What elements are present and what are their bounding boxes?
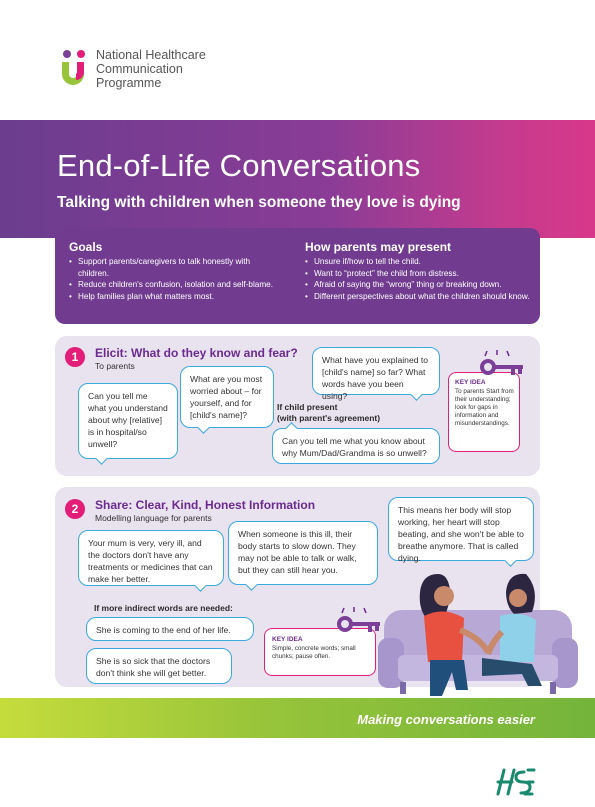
goals-item: • Help families plan what matters most. [69,291,274,303]
page-title: End-of-Life Conversations [57,148,421,183]
section-1-number: 1 [65,347,85,367]
speech-bubble: She is so sick that the doctors don't think she will get better. [86,648,232,684]
speech-bubble: When someone is this ill, their body starts to slow down. They may not be able to talk or walk, but they can still hear you. [228,521,378,585]
section-2-subtitle: Modelling language for parents [95,513,212,523]
section-2-number: 2 [65,499,85,519]
goals-item: • Support parents/caregivers to talk honestly with children. [69,256,274,279]
footer-tagline: Making conversations easier [357,712,535,727]
key-idea-text: To parents Start from their understanding; look for gaps in information and misunderstandings. [455,388,514,427]
goals-heading: Goals [69,240,103,254]
speech-bubble: What have you explained to [child's name] so far? What words have you been using? [312,347,440,395]
speech-bubble: She is coming to the end of her life. [86,617,254,641]
goals-list [69,256,274,302]
child-present-note: (with parent's agreement) [277,413,381,423]
logo-text [96,48,206,90]
key-idea-title: KEY IDEA [455,379,486,386]
speech-bubble: This means her body will stop working, her heart will stop beating, and she won't be able to breathe anymore. That is called dying. [388,497,534,561]
present-heading: How parents may present [305,240,452,254]
logo-line-1: National Healthcare [96,48,206,62]
goals-column [69,240,274,302]
indirect-words-label: If more indirect words are needed: [94,603,233,613]
nhcp-logo-icon [60,48,88,88]
sofa-illustration [378,560,578,698]
hse-logo-icon [494,766,538,798]
child-present-label: If child present [277,402,338,412]
key-idea-text: Simple, concrete words; small chunks; pause often. [272,645,356,660]
speech-bubble: What are you most worried about – for yourself, and for [child's name]? [180,366,274,428]
speech-bubble: Your mum is very, very ill, and the doctors don't have any treatments or medicines that can make her better. [78,530,224,586]
nhcp-logo [60,48,206,90]
section-2-title: Share: Clear, Kind, Honest Information [95,498,316,512]
present-item: • Unsure if/how to tell the child. [305,256,530,268]
logo-line-3: Programme [96,76,162,90]
logo-line-2: Communication [96,62,183,76]
present-item: • Afraid of saying the “wrong” thing or breaking down. [305,279,530,291]
present-list [305,256,530,302]
present-item: • Want to “protect” the child from distress. [305,268,530,280]
speech-bubble: Can you tell me what you understand about why [relative] is in hospital/so unwell? [78,383,178,459]
key-idea-title: KEY IDEA [272,636,303,643]
present-item: • Different perspectives about what the children should know. [305,291,530,303]
page-subtitle: Talking with children when someone they love is dying [57,194,461,211]
speech-bubble: Can you tell me what you know about why Mum/Dad/Grandma is so unwell? [272,428,440,464]
goals-box [55,228,540,324]
section-1-subtitle: To parents [95,361,135,371]
section-1-title: Elicit: What do they know and fear? [95,346,298,360]
key-icon [471,349,531,379]
present-column [305,240,530,302]
goals-item: • Reduce children's confusion, isolation and self-blame. [69,279,274,291]
